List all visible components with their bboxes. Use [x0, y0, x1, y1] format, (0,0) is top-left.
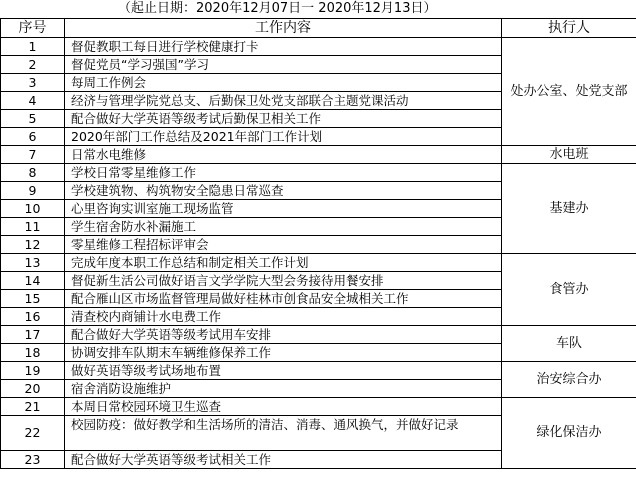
row-num: 22 — [1, 416, 65, 451]
date-range-header — [0, 0, 636, 18]
table-row — [1, 398, 636, 416]
row-task: 学生宿舍防水补漏施工 — [65, 218, 502, 236]
weekly-work-table — [0, 18, 636, 469]
dept-cell: 治安综合办 — [502, 362, 636, 398]
row-num: 5 — [1, 110, 65, 128]
row-num: 4 — [1, 92, 65, 110]
row-task: 宿舍消防设施维护 — [65, 380, 502, 398]
row-task: 完成年度本职工作总结和制定相关工作计划 — [65, 254, 502, 272]
dept-cell: 车队 — [502, 326, 636, 362]
table-row — [1, 326, 636, 344]
dept-cell: 处办公室、处党支部 — [502, 38, 636, 146]
row-task: 配合做好大学英语等级考试后勤保卫相关工作 — [65, 110, 502, 128]
row-num: 20 — [1, 380, 65, 398]
row-num: 12 — [1, 236, 65, 254]
dept-cell: 基建办 — [502, 164, 636, 254]
table-row — [1, 254, 636, 272]
row-task: 日常水电维修 — [65, 146, 502, 164]
table-row — [1, 38, 636, 56]
row-num: 6 — [1, 128, 65, 146]
row-num: 3 — [1, 74, 65, 92]
header-num: 序号 — [1, 19, 65, 38]
row-num: 23 — [1, 451, 65, 469]
row-task: 本周日常校园环境卫生巡查 — [65, 398, 502, 416]
row-task: 每周工作例会 — [65, 74, 502, 92]
row-task: 2020年部门工作总结及2021年部门工作计划 — [65, 128, 502, 146]
row-task: 督促党员“学习强国”学习 — [65, 56, 502, 74]
table-row — [1, 164, 636, 182]
table-header-row — [1, 19, 636, 38]
row-num: 18 — [1, 344, 65, 362]
row-num: 14 — [1, 272, 65, 290]
row-task: 配合雁山区市场监督管理局做好桂林市创食品安全城相关工作 — [65, 290, 502, 308]
row-task: 清查校内商铺计水电费工作 — [65, 308, 502, 326]
dept-cell: 水电班 — [502, 146, 636, 164]
row-num: 11 — [1, 218, 65, 236]
row-task: 经济与管理学院党总支、后勤保卫处党支部联合主题党课活动 — [65, 92, 502, 110]
row-num: 9 — [1, 182, 65, 200]
row-task: 学校日常零星维修工作 — [65, 164, 502, 182]
row-num: 19 — [1, 362, 65, 380]
row-num: 21 — [1, 398, 65, 416]
row-num: 16 — [1, 308, 65, 326]
row-num: 1 — [1, 38, 65, 56]
row-task: 做好英语等级考试场地布置 — [65, 362, 502, 380]
header-task: 工作内容 — [65, 19, 502, 38]
row-task: 零星维修工程招标评审会 — [65, 236, 502, 254]
row-num: 2 — [1, 56, 65, 74]
table-row — [1, 146, 636, 164]
date-range-text: （起止日期：2020年12月07日一 2020年12月13日） — [118, 1, 437, 16]
dept-cell: 绿化保洁办 — [502, 398, 636, 469]
row-task: 学校建筑物、构筑物安全隐患日常巡查 — [65, 182, 502, 200]
row-task: 督促新生活公司做好语言文学学院大型会务接待用餐安排 — [65, 272, 502, 290]
header-dept: 执行人 — [502, 19, 636, 38]
row-num: 17 — [1, 326, 65, 344]
row-num: 7 — [1, 146, 65, 164]
dept-cell: 食管办 — [502, 254, 636, 326]
row-num: 13 — [1, 254, 65, 272]
row-task: 协调安排车队期末车辆维修保养工作 — [65, 344, 502, 362]
row-task: 督促教职工每日进行学校健康打卡 — [65, 38, 502, 56]
row-task: 心里咨询实训室施工现场监管 — [65, 200, 502, 218]
table-row — [1, 362, 636, 380]
row-task: 校园防疫：做好教学和生活场所的清洁、消毒、通风换气，并做好记录 — [65, 416, 502, 451]
row-num: 10 — [1, 200, 65, 218]
row-task: 配合做好大学英语等级考试相关工作 — [65, 451, 502, 469]
row-num: 8 — [1, 164, 65, 182]
row-task: 配合做好大学英语等级考试用车安排 — [65, 326, 502, 344]
row-num: 15 — [1, 290, 65, 308]
